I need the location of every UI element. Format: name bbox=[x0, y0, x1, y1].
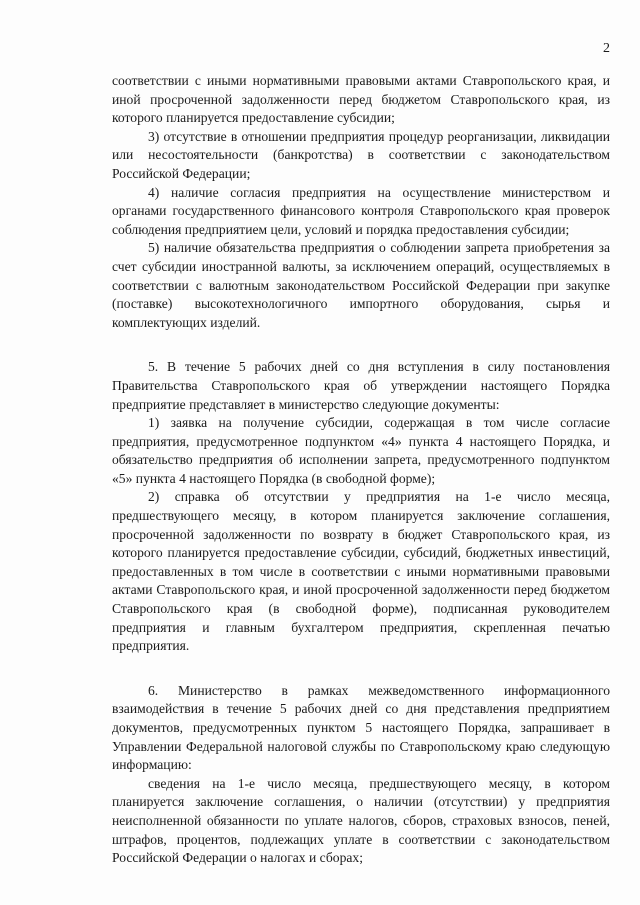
paragraph-section-5: 5. В течение 5 рабочих дней со дня вступления в силу постановления Правительства Ставропольского края об утверждении настоящего Порядка предприятие представляет в министерство следующие документы: bbox=[112, 359, 610, 412]
paragraph-section-6: 6. Министерство в рамках межведомственного информационного взаимодействия в течение 5 рабочих дней со дня представления предприятием документов, предусмотренных пунктом 5 настоящего Порядка, запрашивает в Управлении Федеральной налоговой службы по Ставропольскому краю следующую информацию: bbox=[112, 682, 610, 773]
paragraph-continuation: соответствии с иными нормативными правовыми актами Ставропольского края, и иной просроченной задолженности перед бюджетом Ставропольского края, из которого планируется предоставление субсидии; bbox=[112, 73, 610, 126]
paragraph-section-5-item-2: 2) справка об отсутствии у предприятия на 1-е число месяца, предшествующего месяцу, в котором планируется заключение соглашения, просроченной задолженности по возврату в бюджет Ставропольского края, из которого планируется предоставление субсидии, субсидий, бюджетных инвестиций, предоставленных в том числе в соответствии с иными нормативными правовыми актами Ставропольского края, и иной просроченной задолженности перед бюджетом Ставропольского края (в свободной форме), подписанная руководителем предприятия и главным бухгалтером предприятия, скрепленная печатью предприятия. bbox=[112, 489, 610, 654]
paragraph-item-3: 3) отсутствие в отношении предприятия процедур реорганизации, ликвидации или несостоятельности (банкротства) в соответствии с законодательством Российской Федерации; bbox=[112, 128, 610, 181]
paragraph-item-5: 5) наличие обязательства предприятия о соблюдении запрета приобретения за счет субсидии иностранной валюты, за исключением операций, осуществляемых в соответствии с валютным законодательством Российской Федерации при закупке (поставке) высокотехнологичного импортного оборудования, сырья и комплектующих изделий. bbox=[112, 240, 610, 330]
paragraph-item-4: 4) наличие согласия предприятия на осуществление министерством и органами государственного финансового контроля Ставропольского края проверок соблюдения предприятием цели, условий и порядка предоставления субсидии; bbox=[112, 184, 610, 237]
document-body bbox=[112, 72, 610, 868]
section-spacer bbox=[112, 332, 610, 358]
paragraph-section-6-info: сведения на 1-е число месяца, предшествующего месяцу, в котором планируется заключение соглашения, о наличии (отсутствии) у предприятия неисполненной обязанности по уплате налогов, сборов, страховых взносов, пеней, штрафов, процентов, подлежащих уплате в соответствии с законодательством Российской Федерации о налогах и сборах; bbox=[112, 775, 610, 866]
paragraph-section-5-item-1: 1) заявка на получение субсидии, содержащая в том числе согласие предприятия, предусмотренное подпунктом «4» пункта 4 настоящего Порядка, и обязательство предприятия об исполнении запрета, предусмотренного подпунктом «5» пункта 4 настоящего Порядка (в свободной форме); bbox=[112, 415, 610, 486]
page-number: 2 bbox=[603, 41, 610, 56]
section-spacer bbox=[112, 656, 610, 682]
